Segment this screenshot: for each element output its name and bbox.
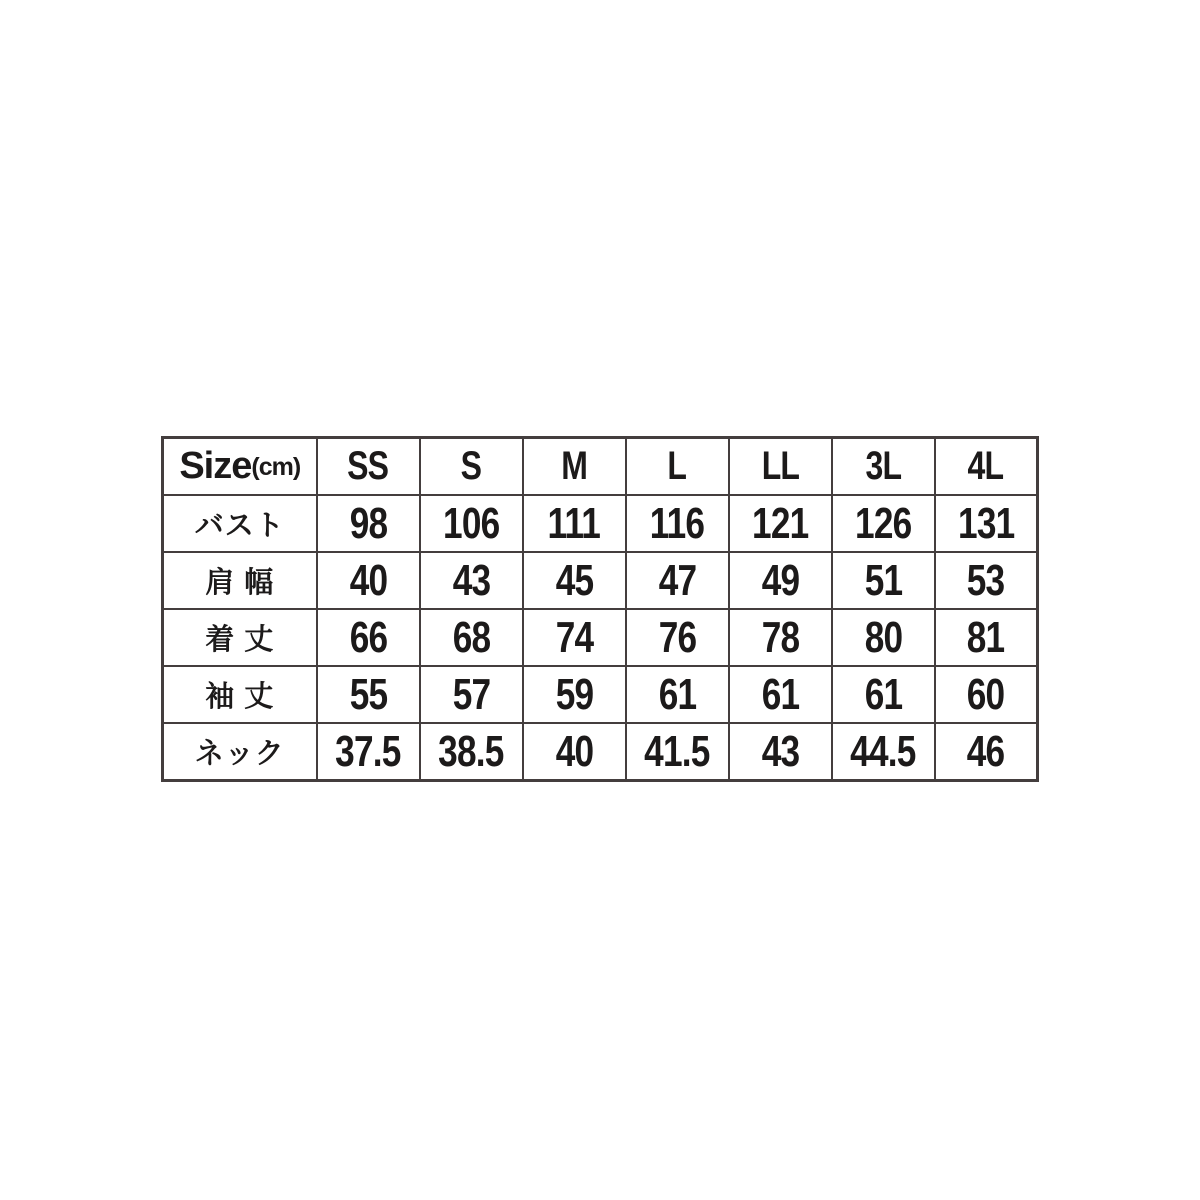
table-cell bbox=[626, 723, 729, 781]
unit-label: (cm) bbox=[251, 453, 301, 481]
size-chart-table bbox=[161, 436, 1039, 782]
table-cell bbox=[626, 666, 729, 723]
table-cell bbox=[935, 552, 1038, 609]
cell-value: 80 bbox=[864, 612, 902, 662]
row-label-sleeve: 袖 丈 bbox=[163, 666, 317, 723]
cell-value: 40 bbox=[555, 726, 593, 776]
table-cell bbox=[626, 609, 729, 666]
cell-value: 98 bbox=[349, 498, 387, 548]
table-cell bbox=[523, 723, 626, 781]
cell-value: 51 bbox=[864, 555, 902, 605]
cell-value: 59 bbox=[555, 669, 593, 719]
cell-value: 68 bbox=[452, 612, 490, 662]
table-cell bbox=[935, 609, 1038, 666]
column-header-3l bbox=[832, 438, 935, 496]
table-cell bbox=[420, 666, 523, 723]
column-header-label: L bbox=[667, 444, 687, 488]
cell-value: 47 bbox=[658, 555, 696, 605]
cell-value: 46 bbox=[966, 726, 1005, 776]
column-header-l bbox=[626, 438, 729, 496]
size-unit-header-cell bbox=[163, 438, 317, 496]
table-cell bbox=[523, 495, 626, 552]
table-cell bbox=[317, 723, 420, 781]
row-label-neck: ネック bbox=[163, 723, 317, 781]
table-row-shoulder bbox=[163, 552, 1038, 609]
table-cell bbox=[935, 495, 1038, 552]
cell-value: 55 bbox=[349, 669, 387, 719]
table-cell bbox=[729, 495, 832, 552]
row-label-shoulder: 肩 幅 bbox=[163, 552, 317, 609]
column-header-m bbox=[523, 438, 626, 496]
cell-value: 61 bbox=[864, 669, 902, 719]
size-label: Size bbox=[179, 445, 252, 487]
table-cell bbox=[317, 552, 420, 609]
cell-value: 61 bbox=[761, 669, 799, 719]
cell-value: 74 bbox=[555, 612, 593, 662]
column-header-label: 4L bbox=[967, 444, 1004, 488]
cell-value: 76 bbox=[658, 612, 696, 662]
header-row bbox=[163, 438, 1038, 496]
cell-value: 43 bbox=[452, 555, 490, 605]
table-row-length bbox=[163, 609, 1038, 666]
cell-value: 106 bbox=[442, 498, 500, 548]
cell-value: 121 bbox=[751, 498, 809, 548]
table-cell bbox=[935, 723, 1038, 781]
table-cell bbox=[420, 609, 523, 666]
column-header-label: S bbox=[460, 444, 482, 488]
table-cell bbox=[523, 609, 626, 666]
column-header-ss bbox=[317, 438, 420, 496]
column-header-label: LL bbox=[761, 444, 799, 488]
table-cell bbox=[317, 666, 420, 723]
cell-value: 49 bbox=[761, 555, 799, 605]
table-cell bbox=[523, 552, 626, 609]
table-cell bbox=[420, 723, 523, 781]
table-row-bust bbox=[163, 495, 1038, 552]
column-header-4l bbox=[935, 438, 1038, 496]
table-cell bbox=[832, 609, 935, 666]
table-cell bbox=[317, 609, 420, 666]
cell-value: 38.5 bbox=[438, 726, 504, 776]
column-header-label: M bbox=[561, 444, 587, 488]
cell-value: 37.5 bbox=[335, 726, 401, 776]
column-header-label: 3L bbox=[865, 444, 901, 488]
cell-value: 57 bbox=[452, 669, 490, 719]
column-header-label: SS bbox=[347, 444, 389, 488]
row-label-bust: バスト bbox=[163, 495, 317, 552]
table-cell bbox=[626, 495, 729, 552]
cell-value: 131 bbox=[957, 498, 1014, 548]
table-cell bbox=[317, 495, 420, 552]
cell-value: 53 bbox=[966, 555, 1005, 605]
table-cell bbox=[729, 609, 832, 666]
cell-value: 44.5 bbox=[850, 726, 916, 776]
table-cell bbox=[832, 666, 935, 723]
cell-value: 40 bbox=[349, 555, 387, 605]
cell-value: 45 bbox=[555, 555, 593, 605]
table-cell bbox=[420, 552, 523, 609]
column-header-s bbox=[420, 438, 523, 496]
cell-value: 81 bbox=[966, 612, 1005, 662]
cell-value: 60 bbox=[966, 669, 1005, 719]
column-header-ll bbox=[729, 438, 832, 496]
table-cell bbox=[420, 495, 523, 552]
row-label-length: 着 丈 bbox=[163, 609, 317, 666]
cell-value: 126 bbox=[854, 498, 912, 548]
table-cell bbox=[729, 723, 832, 781]
cell-value: 43 bbox=[761, 726, 799, 776]
cell-value: 41.5 bbox=[644, 726, 710, 776]
table-cell bbox=[935, 666, 1038, 723]
table-cell bbox=[626, 552, 729, 609]
table-cell bbox=[832, 495, 935, 552]
cell-value: 78 bbox=[761, 612, 799, 662]
table-cell bbox=[523, 666, 626, 723]
table-cell bbox=[729, 552, 832, 609]
table-cell bbox=[832, 552, 935, 609]
cell-value: 116 bbox=[649, 498, 705, 548]
table-row-sleeve bbox=[163, 666, 1038, 723]
cell-value: 111 bbox=[547, 498, 601, 548]
table-cell bbox=[832, 723, 935, 781]
table-cell bbox=[729, 666, 832, 723]
cell-value: 66 bbox=[349, 612, 387, 662]
table-row-neck bbox=[163, 723, 1038, 781]
cell-value: 61 bbox=[658, 669, 696, 719]
